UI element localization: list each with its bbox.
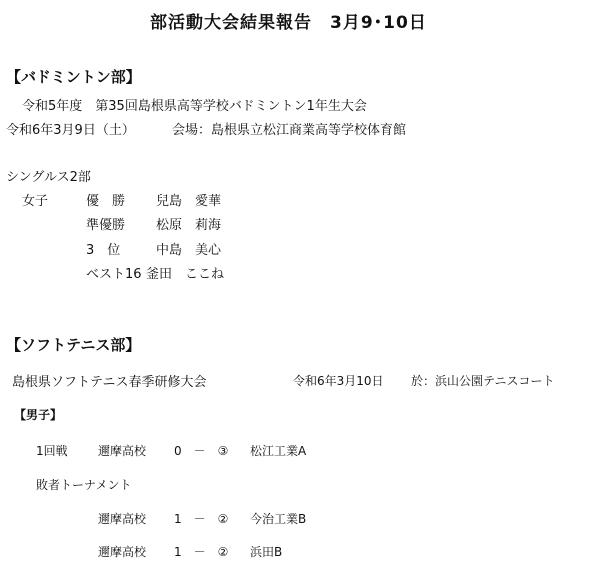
match-team: 邇摩高校 — [98, 444, 147, 458]
badminton-event-name: 令和5年度 第35回島根県高等学校バドミントン1年生大会 — [22, 99, 367, 114]
result-rank: 準優勝 — [86, 218, 126, 233]
match-opponent: 浜田B — [250, 545, 283, 559]
softtennis-section-header: 【ソフトテニス部】 — [6, 336, 141, 354]
match-score: 1 － ② — [174, 512, 229, 526]
result-rank: ベスト16 — [86, 267, 142, 282]
match-score: 1 － ② — [174, 545, 229, 559]
softtennis-event-name: 島根県ソフトテニス春季研修大会 — [12, 375, 207, 390]
badminton-division: シングルス2部 — [6, 170, 91, 185]
consolation-label: 敗者トーナメント — [36, 478, 132, 492]
result-player-name: 釜田 ここね — [146, 267, 225, 282]
badminton-gender: 女子 — [22, 194, 49, 209]
match-team: 邇摩高校 — [98, 545, 147, 559]
badminton-venue: 会場：島根県立松江商業高等学校体育館 — [172, 123, 407, 138]
match-round: 1回戦 — [36, 444, 68, 458]
badminton-section-header: 【バドミントン部】 — [6, 68, 141, 86]
group-label: 【男子】 — [14, 408, 63, 422]
match-team: 邇摩高校 — [98, 512, 147, 526]
result-player-name: 松原 莉海 — [156, 218, 222, 233]
result-rank: 優 勝 — [86, 194, 126, 209]
badminton-event-date: 令和6年3月9日（土） — [6, 123, 135, 138]
match-score: 0 － ③ — [174, 444, 229, 458]
softtennis-event-date: 令和6年3月10日 — [293, 374, 384, 388]
result-player-name: 兒島 愛華 — [156, 194, 222, 209]
result-rank: 3 位 — [86, 243, 121, 258]
match-opponent: 今治工業B — [250, 512, 307, 526]
result-player-name: 中島 美心 — [156, 243, 222, 258]
match-opponent: 松江工業A — [250, 444, 307, 458]
page-title: 部活動大会結果報告 3月9･10日 — [150, 13, 427, 33]
softtennis-venue: 於：浜山公園テニスコート — [411, 374, 555, 388]
